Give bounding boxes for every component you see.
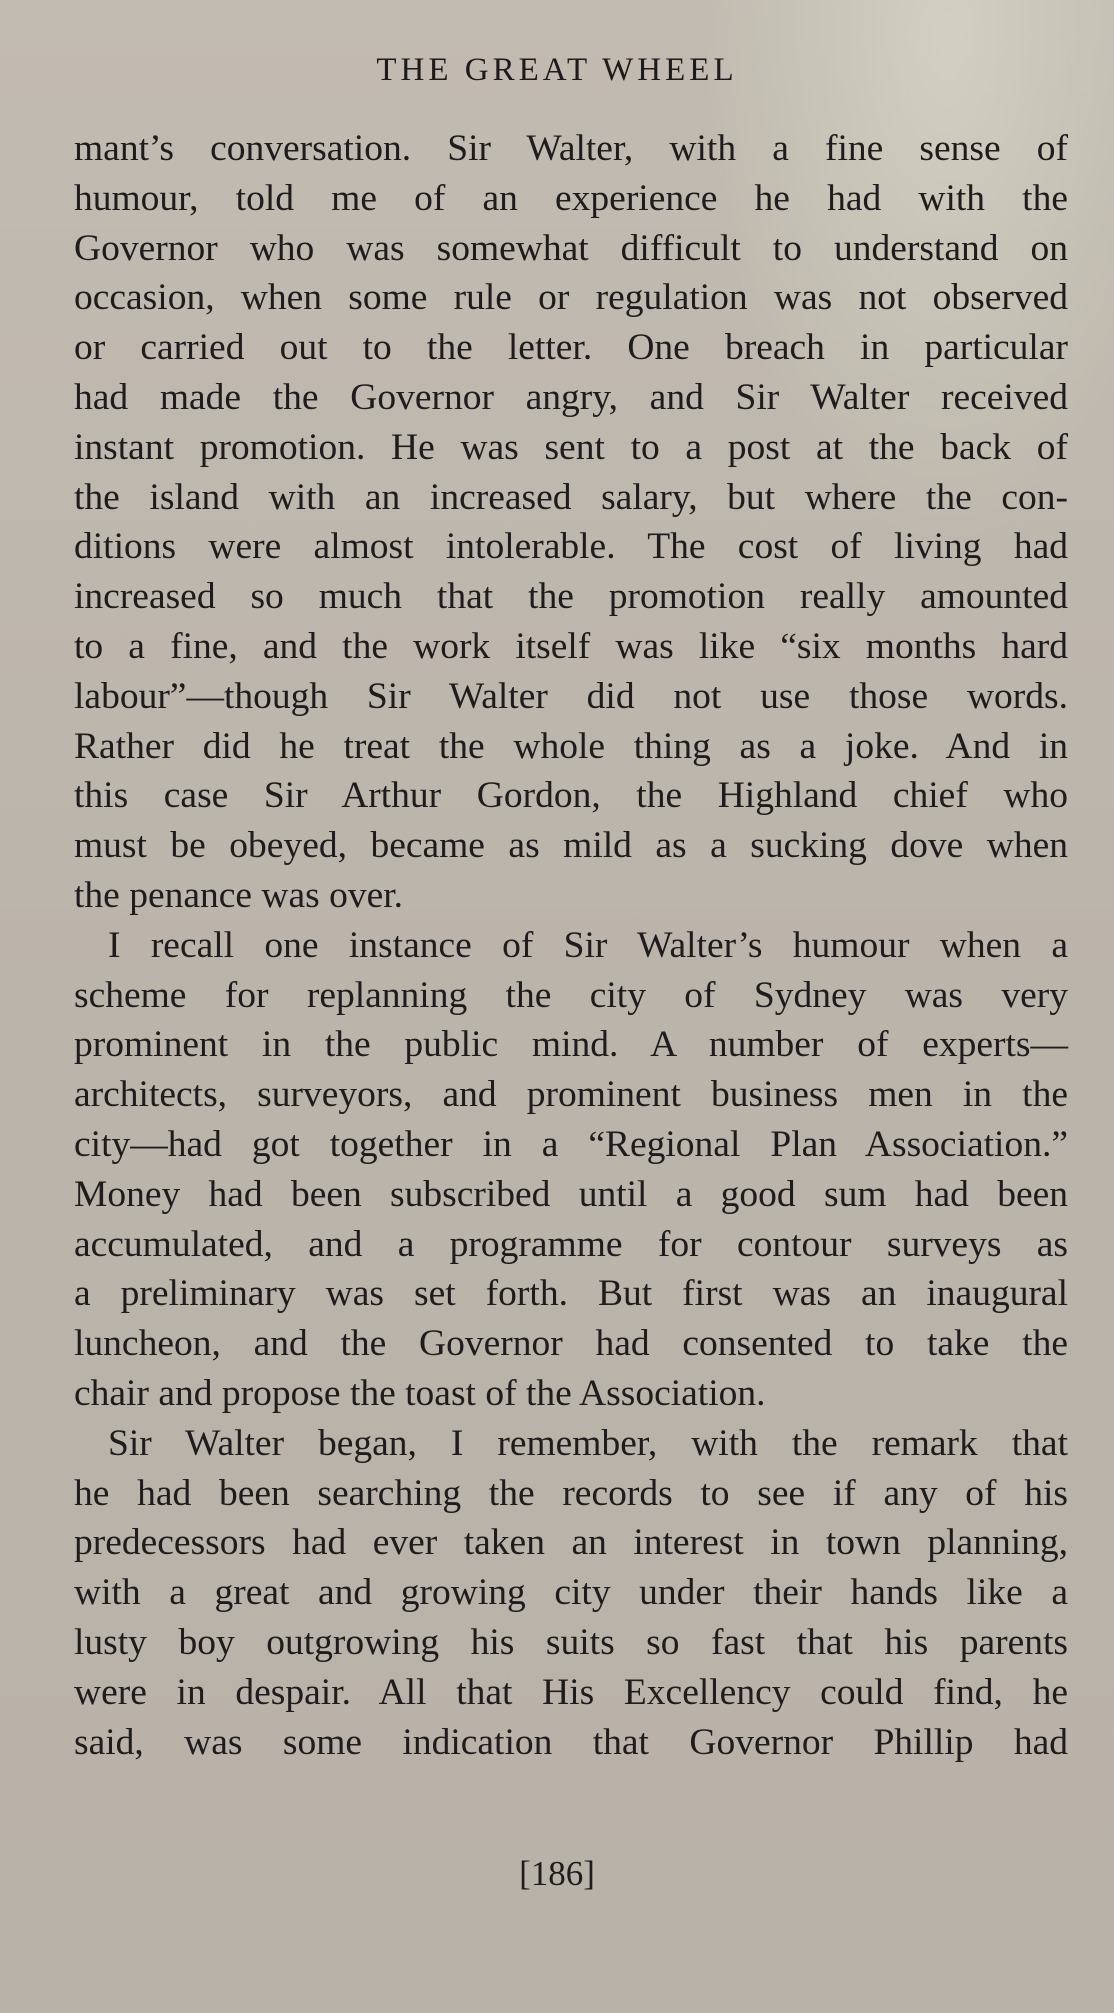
text-line: instant promotion. He was sent to a post at the back of [74,426,1068,468]
text-line: lusty boy outgrowing his suits so fast that his parents [74,1621,1068,1663]
text-line: luncheon, and the Governor had consented to take the [74,1323,1068,1365]
text-line: scheme for replanning the city of Sydney was very [74,974,1068,1016]
text-line: ditions were almost intolerable. The cost of living had [74,526,1068,568]
page-number: [186] [519,1854,595,1893]
text-line: Rather did he treat the whole thing as a joke. And in [74,725,1068,767]
text-line: mant’s conversation. Sir Walter, with a fine sense of [74,128,1068,169]
text-line: he had been searching the records to see if any of his [74,1472,1068,1514]
text-line: must be obeyed, became as mild as a sucking dove when [74,825,1068,867]
text-line: said, was some indication that Governor Phillip had [74,1721,1068,1763]
text-line: predecessors had ever taken an interest in town planning, [74,1522,1068,1564]
text-line: city—had got together in a “Regional Plan Association.” [74,1123,1068,1165]
text-line: had made the Governor angry, and Sir Walter received [74,376,1068,418]
text-line: labour”—though Sir Walter did not use those words. [74,675,1068,717]
text-line: this case Sir Arthur Gordon, the Highland chief who [74,775,1068,817]
text-line: humour, told me of an experience he had with the [74,177,1068,219]
paragraph-end-line: the penance was over. [74,874,404,916]
text-line: the island with an increased salary, but where the con- [74,476,1068,518]
text-line: accumulated, and a programme for contour surveys as [74,1223,1068,1265]
paragraph-start-line: Sir Walter began, I remember, with the remark that [108,1422,1068,1464]
text-line: a preliminary was set forth. But first was an inaugural [74,1273,1068,1315]
text-line: increased so much that the promotion really amounted [74,576,1068,618]
text-line: to a fine, and the work itself was like “six months hard [74,625,1068,667]
text-line: were in despair. All that His Excellency could find, he [74,1671,1068,1713]
text-line: Governor who was somewhat difficult to understand on [74,227,1068,269]
text-line: with a great and growing city under their hands like a [74,1572,1068,1614]
text-line: architects, surveyors, and prominent business men in the [74,1074,1068,1116]
running-head: THE GREAT WHEEL [376,52,738,88]
text-line: Money had been subscribed until a good sum had been [74,1173,1068,1215]
text-line: occasion, when some rule or regulation was not observed [74,277,1068,319]
body-text [74,124,1068,1767]
paragraph-end-line: chair and propose the toast of the Association. [74,1372,766,1414]
paragraph-start-line: I recall one instance of Sir Walter’s humour when a [108,924,1068,966]
text-line: prominent in the public mind. A number of experts— [74,1024,1068,1066]
text-line: or carried out to the letter. One breach in particular [74,327,1068,369]
